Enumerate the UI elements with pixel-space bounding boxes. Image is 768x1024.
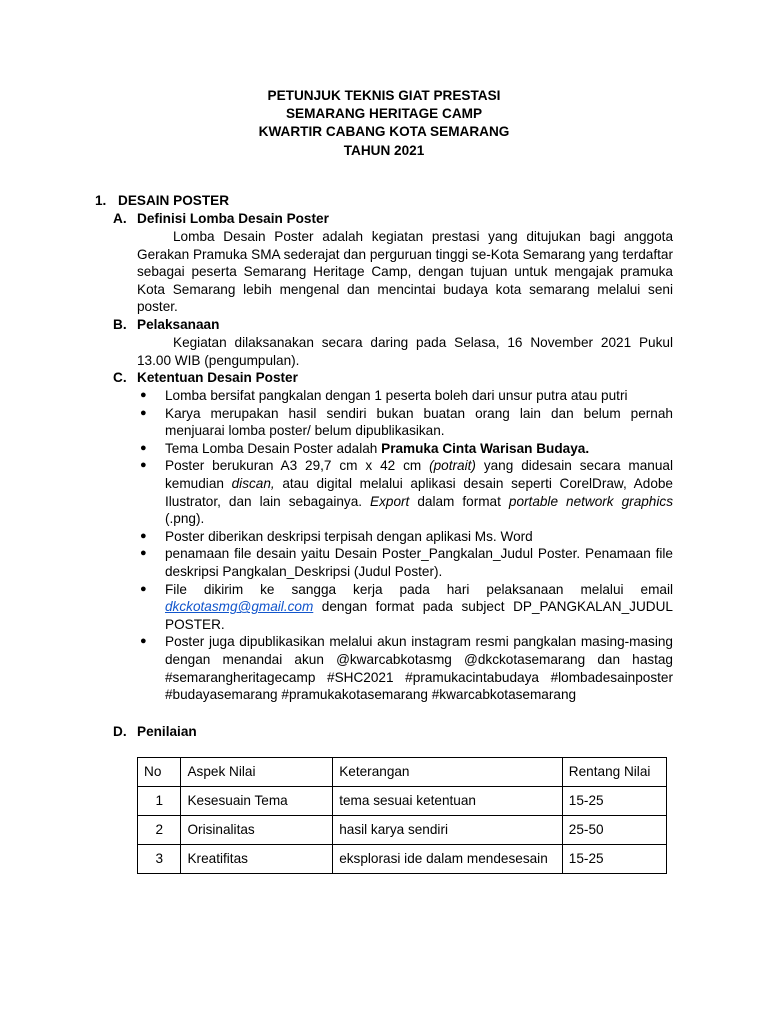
table-header-cell: Keterangan — [333, 758, 563, 787]
subsection-b-text: Kegiatan dilaksanakan secara daring pada Selasa, 16 November 2021 Pukul 13.00 WIB (pengumpulan). — [137, 335, 673, 368]
list-item: ● Poster juga dipublikasikan melalui akun instagram resmi pangkalan masing-masing dengan menandai akun @kwarcabkotasmg @dkckotasemarang dan hastag #semarangheritagecamp #SHC2021 #pramukacintabudaya #lombadesainposter #budayasemarang #pramukakotasemarang #kwarcabkotasemarang — [140, 634, 673, 703]
table-header-cell: Aspek Nilai — [181, 758, 333, 787]
theme-name: Pramuka Cinta Warisan Budaya. — [381, 440, 590, 456]
email-link[interactable]: dkckotasmg@gmail.com — [165, 599, 314, 615]
table-cell: hasil karya sendiri — [333, 816, 563, 845]
subsection-c-heading — [113, 369, 298, 387]
table-cell: 3 — [138, 845, 181, 874]
table-row — [138, 845, 667, 874]
table-cell: 15-25 — [562, 845, 666, 874]
subsection-a-text: Lomba Desain Poster adalah kegiatan prestasi yang ditujukan bagi anggota Gerakan Pramuka SMA sederajat dan perguruan tinggi se-Kota Semarang yang terdaftar sebagai peserta Semarang Heritage Camp, dengan tujuan untuk mengajak pramuka Kota Semarang lebih mengenal dan mencintai budaya kota semarang melalui seni poster. — [137, 229, 673, 315]
table-cell: 1 — [138, 787, 181, 816]
list-item: ● File dikirim ke sangga kerja pada hari pelaksanaan melalui email dkckotasmg@gmail.com dengan format pada subject DP_PANGKALAN_JUDUL POSTER. — [140, 581, 673, 632]
table-row — [138, 816, 667, 845]
scoring-table — [137, 757, 667, 874]
table-row — [138, 787, 667, 816]
subsection-d-heading — [113, 723, 197, 741]
bullet-icon: ● — [140, 635, 147, 648]
ketentuan-list — [137, 387, 673, 704]
bullet-icon: ● — [140, 529, 147, 542]
bullet-icon: ● — [140, 582, 147, 595]
subsection-d-title: Penilaian — [137, 724, 197, 739]
table-cell: 15-25 — [562, 787, 666, 816]
table-cell: 25-50 — [562, 816, 666, 845]
list-item: ● Karya merupakan hasil sendiri bukan buatan orang lain dan belum pernah menjuarai lomba poster/ belum dipublikasikan. — [140, 405, 673, 439]
list-item: ● Poster berukuran A3 29,7 cm x 42 cm (potrait) yang didesain secara manual kemudian discan, atau digital melalui aplikasi desain seperti CorelDraw, Adobe Ilustrator, dan lain sebagainya. Export dalam format portable network graphics (.png). — [140, 458, 673, 527]
bullet-icon: ● — [140, 441, 147, 454]
document-title — [0, 87, 768, 160]
table-cell: Kreatifitas — [181, 845, 333, 874]
subsection-a-title: Definisi Lomba Desain Poster — [137, 211, 329, 226]
section-1-heading — [95, 192, 229, 210]
subsection-a-heading — [113, 210, 329, 228]
subsection-c-title: Ketentuan Desain Poster — [137, 370, 298, 385]
bullet-icon: ● — [140, 459, 147, 472]
section-1-number: 1. — [95, 193, 107, 208]
subsection-b-heading — [113, 316, 219, 334]
bullet-icon: ● — [140, 547, 147, 560]
title-line-4: TAHUN 2021 — [343, 142, 425, 158]
table-header-row — [138, 758, 667, 787]
title-line-2: SEMARANG HERITAGE CAMP — [285, 106, 483, 122]
subsection-c-letter: C. — [113, 370, 127, 385]
bullet-icon: ● — [140, 389, 147, 401]
table-header-cell: No — [138, 758, 181, 787]
list-item: ● penamaan file desain yaitu Desain Poster_Pangkalan_Judul Poster. Penamaan file deskripsi Pangkalan_Deskripsi (Judul Poster). — [140, 546, 673, 579]
list-item: ● Tema Lomba Desain Poster adalah Pramuka Cinta Warisan Budaya. — [140, 440, 590, 456]
list-item: ● Poster diberikan deskripsi terpisah dengan aplikasi Ms. Word — [140, 528, 533, 544]
subsection-d-letter: D. — [113, 724, 127, 739]
table-cell: 2 — [138, 816, 181, 845]
title-line-1: PETUNJUK TEKNIS GIAT PRESTASI — [267, 88, 501, 103]
table-cell: Orisinalitas — [181, 816, 333, 845]
table-header-cell: Rentang Nilai — [562, 758, 666, 787]
table-cell: eksplorasi ide dalam mendesesain — [333, 845, 563, 874]
section-1-title: DESAIN POSTER — [118, 193, 230, 208]
table-cell: tema sesuai ketentuan — [333, 787, 563, 816]
subsection-b-letter: B. — [113, 317, 127, 332]
list-item: ● Lomba bersifat pangkalan dengan 1 peserta boleh dari unsur putra atau putri — [140, 388, 628, 403]
subsection-a-letter: A. — [113, 211, 127, 226]
subsection-b-title: Pelaksanaan — [137, 317, 220, 332]
title-line-3: KWARTIR CABANG KOTA SEMARANG — [258, 124, 510, 140]
bullet-icon: ● — [140, 406, 147, 419]
table-cell: Kesesuain Tema — [181, 787, 333, 816]
